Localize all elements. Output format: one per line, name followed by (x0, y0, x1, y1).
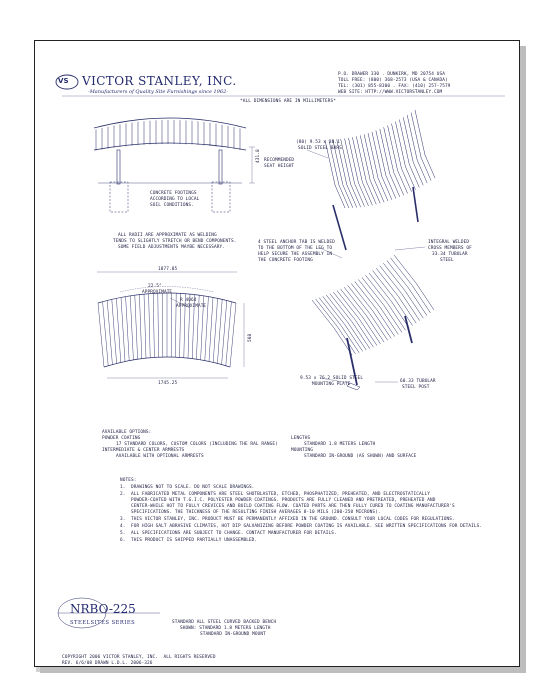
iso-bottom-seat-slat (380, 307, 398, 334)
iso-top-seat-slat (339, 185, 349, 208)
post-callout-2: STEEL POST (402, 385, 430, 390)
plan-slat (217, 299, 222, 363)
company-tagline: -Manufacturers of Quality Site Furnishings since 1962- (88, 89, 228, 95)
iso-top-slat (348, 138, 358, 183)
iso-bottom-back-slat (341, 289, 363, 317)
iso-bottom-seat-slat (370, 313, 388, 340)
iso-bottom-seat-slat (377, 310, 395, 337)
iso-bottom-back-slat (323, 296, 345, 324)
iso-top-slat (360, 135, 370, 180)
iso-top-seat-slat (382, 177, 392, 200)
iso-top-slat (352, 137, 362, 182)
iso-top-slat (384, 127, 394, 172)
iso-top-slat (376, 130, 386, 175)
description-2: SHOWN: STANDARD 1.8 METERS LENGTH (180, 626, 271, 631)
seat-height-value: 431.8 (256, 149, 261, 163)
iso-top-seat-slat (409, 165, 419, 188)
iso-bottom-seat-slat (338, 327, 356, 354)
iso-bottom-back-slat (330, 294, 352, 322)
plan-slat (209, 297, 213, 361)
mounting-value: STANDARD IN-GROUND (AS SHOWN) AND SURFACE (304, 454, 417, 459)
iso-top-slat (415, 110, 425, 155)
iso-top-seat-slat (351, 184, 361, 207)
note-2d: SPECIFICATIONS. THE THICKNESS OF THE RESULTING FINISH AVERAGES 8-10 MILS (200-250 MICRONS). (120, 510, 381, 515)
iso-bottom-back-slat (333, 292, 355, 320)
iso-top-seat-slat (405, 167, 415, 190)
iso-top-seat-slat (402, 169, 412, 192)
cross-members-2: CROSS MEMBERS OF (428, 246, 472, 251)
radii-note-1: ALL RADII ARE APPROXIMATE AS WELDING (118, 233, 217, 238)
note-3: 3. THIS VICTOR STANLEY, INC. PRODUCT MUST BE PERMANENTLY AFFIXED IN THE GROUND. CONSULT YOUR LOCAL CODES FOR REGULATIONS. (120, 517, 455, 522)
iso-bottom-back-slat (319, 298, 341, 326)
iso-bottom-seat-slat (373, 311, 391, 338)
option-line-1: POWDER COATING (102, 436, 141, 441)
plan-slat (121, 297, 125, 361)
option-line-3: INTERMEDIATE & CENTER ARMRESTS (102, 448, 185, 453)
options-title: AVAILABLE OPTIONS: (102, 430, 152, 435)
iso-top-seat-slat (421, 158, 431, 181)
plan-view (97, 272, 244, 378)
iso-bottom-seat-slat (363, 317, 381, 344)
plan-slat (175, 293, 176, 357)
iso-bottom-back-slat (316, 299, 338, 327)
mounting-plate-2: MOUNTING PLATE (312, 382, 351, 387)
iso-bottom-back-slat (380, 266, 402, 294)
isometric-view-bottom (312, 247, 434, 390)
iso-top-slat (399, 120, 409, 165)
note-5: 5. ALL SPECIFICATIONS ARE SUBJECT TO CHANGE. CONTACT MANUFACTURER FOR DETAILS. (120, 531, 337, 536)
plan-depth: 568 (248, 333, 253, 342)
radii-note-2: TENDS TO SLIGHTLY STRETCH OR BEND COMPONENTS. (113, 239, 237, 244)
cross-members-4: STEEL (440, 258, 454, 263)
iso-top-slat (356, 136, 366, 181)
mounting-plate-1: 9.53 x 76.2 SOLID STEEL (300, 376, 364, 381)
iso-top-seat-slat (378, 178, 388, 201)
bars-callout-1: (80) 9.53 x 38.1 (296, 140, 340, 145)
plan-radius-label: APPROXIMATE (176, 304, 207, 309)
contact-line-3: TEL: (301) 855-8300 . FAX: (410) 257-7579 (338, 84, 451, 89)
iso-top-slat (368, 133, 378, 178)
iso-top-slat (407, 115, 417, 160)
iso-top-seat-slat (358, 183, 368, 206)
plan-slat (144, 294, 146, 358)
note-2: 2. ALL FABRICATED METAL COMPONENTS ARE STEEL SHOTBLASTED, ETCHED, PHOSPHATIZED, PREHEATED, AND ELECTROSTATICALLY (120, 492, 431, 497)
plan-bottom-width: 1745.25 (158, 381, 178, 386)
plan-slat (112, 299, 117, 363)
bars-callout-2: SOLID STEEL BARS (298, 146, 342, 151)
iso-top-seat-slat (386, 175, 396, 198)
iso-top-seat-slat (347, 184, 357, 207)
plan-slat (153, 293, 154, 357)
iso-bottom-seat-slat (359, 319, 377, 346)
iso-top-slat (364, 134, 374, 179)
mounting-title: MOUNTING (291, 448, 313, 453)
iso-bottom-seat-slat (412, 286, 430, 313)
iso-bottom-seat-slat (405, 291, 423, 318)
logo-text: VS (58, 77, 69, 85)
post-callout-1: 60.33 TUBULAR (400, 379, 436, 384)
plan-slat (116, 298, 120, 362)
copyright: COPYRIGHT 2006 VICTOR STANLEY, INC. ALL RIGHTS RESERVED (62, 655, 216, 660)
plan-slat (230, 303, 236, 367)
iso-bottom-seat-slat (387, 303, 405, 330)
iso-bottom-seat-slat (352, 322, 370, 349)
plan-slat (139, 295, 141, 359)
iso-top-seat-slat (398, 170, 408, 193)
cross-members-3: 33.34 TUBULAR (432, 252, 468, 257)
iso-bottom-back-slat (394, 255, 416, 283)
revision: REV. 6/6/08 DRAWN L.D.L. 2006-326 (62, 661, 153, 666)
iso-top-slat (345, 139, 355, 184)
contact-line-4: WEB SITE: HTTP://WWW.VICTORSTANLEY.COM (338, 90, 443, 95)
plan-top-width: 1877.85 (158, 267, 178, 272)
lengths-value: STANDARD 1.8 METERS LENGTH (304, 442, 376, 447)
note-2b: POWDER-COATED WITH T.G.I.C. POLYESTER POWDER COATINGS. PRODUCTS ARE FULLY CLEANED AND PRETREATED, PREHEATED AND (120, 498, 436, 503)
note-2c: CENTER-WHILE HOT TO FULLY CREVICES AND BUILD COATING FLOW. COATED PARTS ARE THEN FULLY CURED TO COATING MANUFACTURER'S (120, 504, 455, 509)
iso-top-slat (341, 139, 351, 184)
iso-bottom-seat-slat (409, 289, 427, 316)
plan-slat (213, 298, 217, 362)
plan-slat (126, 297, 130, 361)
notes-title: NOTES: (120, 478, 137, 483)
isometric-view-top (307, 110, 435, 250)
note-4: 4. FOR HIGH SALT ABRASIVE CLIMATES, HOT DIP GALVANIZING BEFORE POWDER COATING IS AVAILABLE. SEE WRITTEN SPECIFICATIONS FOR DETAILS. (120, 524, 483, 529)
iso-bottom-back-slat (390, 258, 412, 286)
lengths-title: LENGTHS (291, 436, 311, 441)
iso-top-seat-slat (417, 160, 427, 183)
iso-top-slat (395, 122, 405, 167)
iso-top-seat-slat (343, 185, 353, 208)
plan-angle: 22.5° (148, 284, 162, 289)
iso-bottom-seat-slat (416, 283, 434, 310)
plan-slat (103, 302, 109, 366)
plan-slat (130, 296, 133, 360)
option-line-2: 17 STANDARD COLORS, CUSTOM COLORS (INCLUDING THE RAL RANGE) (116, 442, 278, 447)
iso-top-seat-slat (335, 185, 345, 208)
iso-top-slat (388, 125, 398, 170)
iso-bottom-seat-slat (366, 315, 384, 342)
iso-bottom-back-slat (383, 263, 405, 291)
footings-note-2: ACCORDING TO LOCAL (150, 197, 200, 202)
model-number: NRBO-225 (70, 602, 136, 616)
footings-note-1: CONCRETE FOOTINGS (150, 191, 197, 196)
plan-slat (222, 301, 227, 365)
iso-top-seat-slat (394, 172, 404, 195)
iso-top-seat-slat (374, 179, 384, 202)
iso-bottom-seat-slat (384, 305, 402, 332)
plan-slat (107, 301, 112, 365)
description-1: STANDARD ALL STEEL CURVED BACKED BENCH (172, 620, 277, 625)
iso-bottom-back-slat (376, 268, 398, 296)
company-name: VICTOR STANLEY, INC. (82, 74, 237, 88)
anchor-note-3: HELP SECURE THE ASSEMBLY IN (258, 252, 333, 257)
note-6: 6. THIS PRODUCT IS SHIPPED PARTIALLY UNASSEMBLED. (120, 538, 258, 543)
note-1: 1. DRAWINGS NOT TO SCALE. DO NOT SCALE DRAWINGS. (120, 485, 255, 490)
anchor-note-2: TO THE BOTTOM OF THE LEG TO (258, 246, 333, 251)
product-series: STEELSITES SERIES (70, 620, 136, 626)
iso-bottom-back-slat (337, 291, 359, 319)
plan-slat (226, 302, 232, 366)
iso-bottom-back-slat (369, 273, 391, 301)
iso-bottom-seat-slat (395, 299, 413, 326)
plan-radius: R 4064 (180, 298, 197, 303)
anchor-note-1: 4 STEEL ANCHOR TAB IS WELDED (258, 240, 335, 245)
iso-top-seat-slat (413, 162, 423, 185)
iso-bottom-back-slat (373, 271, 395, 299)
iso-bottom-back-slat (387, 261, 409, 289)
plan-slat (135, 295, 138, 359)
plan-slat (98, 303, 104, 367)
iso-top-seat-slat (425, 155, 435, 178)
iso-top-slat (380, 129, 390, 174)
iso-bottom-seat-slat (355, 320, 373, 347)
iso-top-slat (403, 117, 413, 162)
iso-bottom-seat-slat (348, 323, 366, 350)
iso-top-seat-slat (370, 180, 380, 203)
iso-top-slat (392, 124, 402, 169)
radii-note-3: SOME FIELD ADJUSTMENTS MAYBE NECESSARY. (118, 245, 225, 250)
description-3: STANDARD IN-GROUND MOUNT (200, 632, 266, 637)
anchor-note-4: THE CONCRETE FOOTING (258, 258, 313, 263)
plan-angle-label: APPROXIMATE (142, 290, 173, 295)
plan-slat (158, 293, 159, 357)
iso-top-slat (372, 132, 382, 177)
iso-bottom-back-slat (312, 300, 334, 328)
iso-top-seat-slat (362, 182, 372, 205)
iso-bottom-seat-slat (345, 324, 363, 351)
cross-members-1: INTEGRAL WELDED (428, 240, 470, 245)
iso-top-slat (411, 113, 421, 158)
plan-slat (149, 294, 151, 358)
contact-line-1: P.O. DRAWER 330 . DUNKIRK, MD 20754 USA (338, 72, 445, 77)
iso-bottom-seat-slat (398, 296, 416, 323)
footings-note-3: SOIL CONDITIONS. (150, 203, 194, 208)
iso-top-seat-slat (390, 174, 400, 197)
dimensions-note: *ALL DIMENSIONS ARE IN MILLIMETERS* (240, 99, 337, 104)
contact-line-2: TOLL FREE: (800) 368-2573 (USA & CANADA) (338, 78, 448, 83)
option-line-4: AVAILABLE WITH OPTIONAL ARMRESTS (116, 454, 204, 459)
iso-bottom-back-slat (326, 295, 348, 323)
iso-top-seat-slat (366, 181, 376, 204)
iso-top-seat-slat (355, 184, 365, 207)
seat-height-label-2: SEAT HEIGHT (264, 164, 295, 169)
seat-height-label-1: RECOMMENDED (264, 158, 295, 163)
